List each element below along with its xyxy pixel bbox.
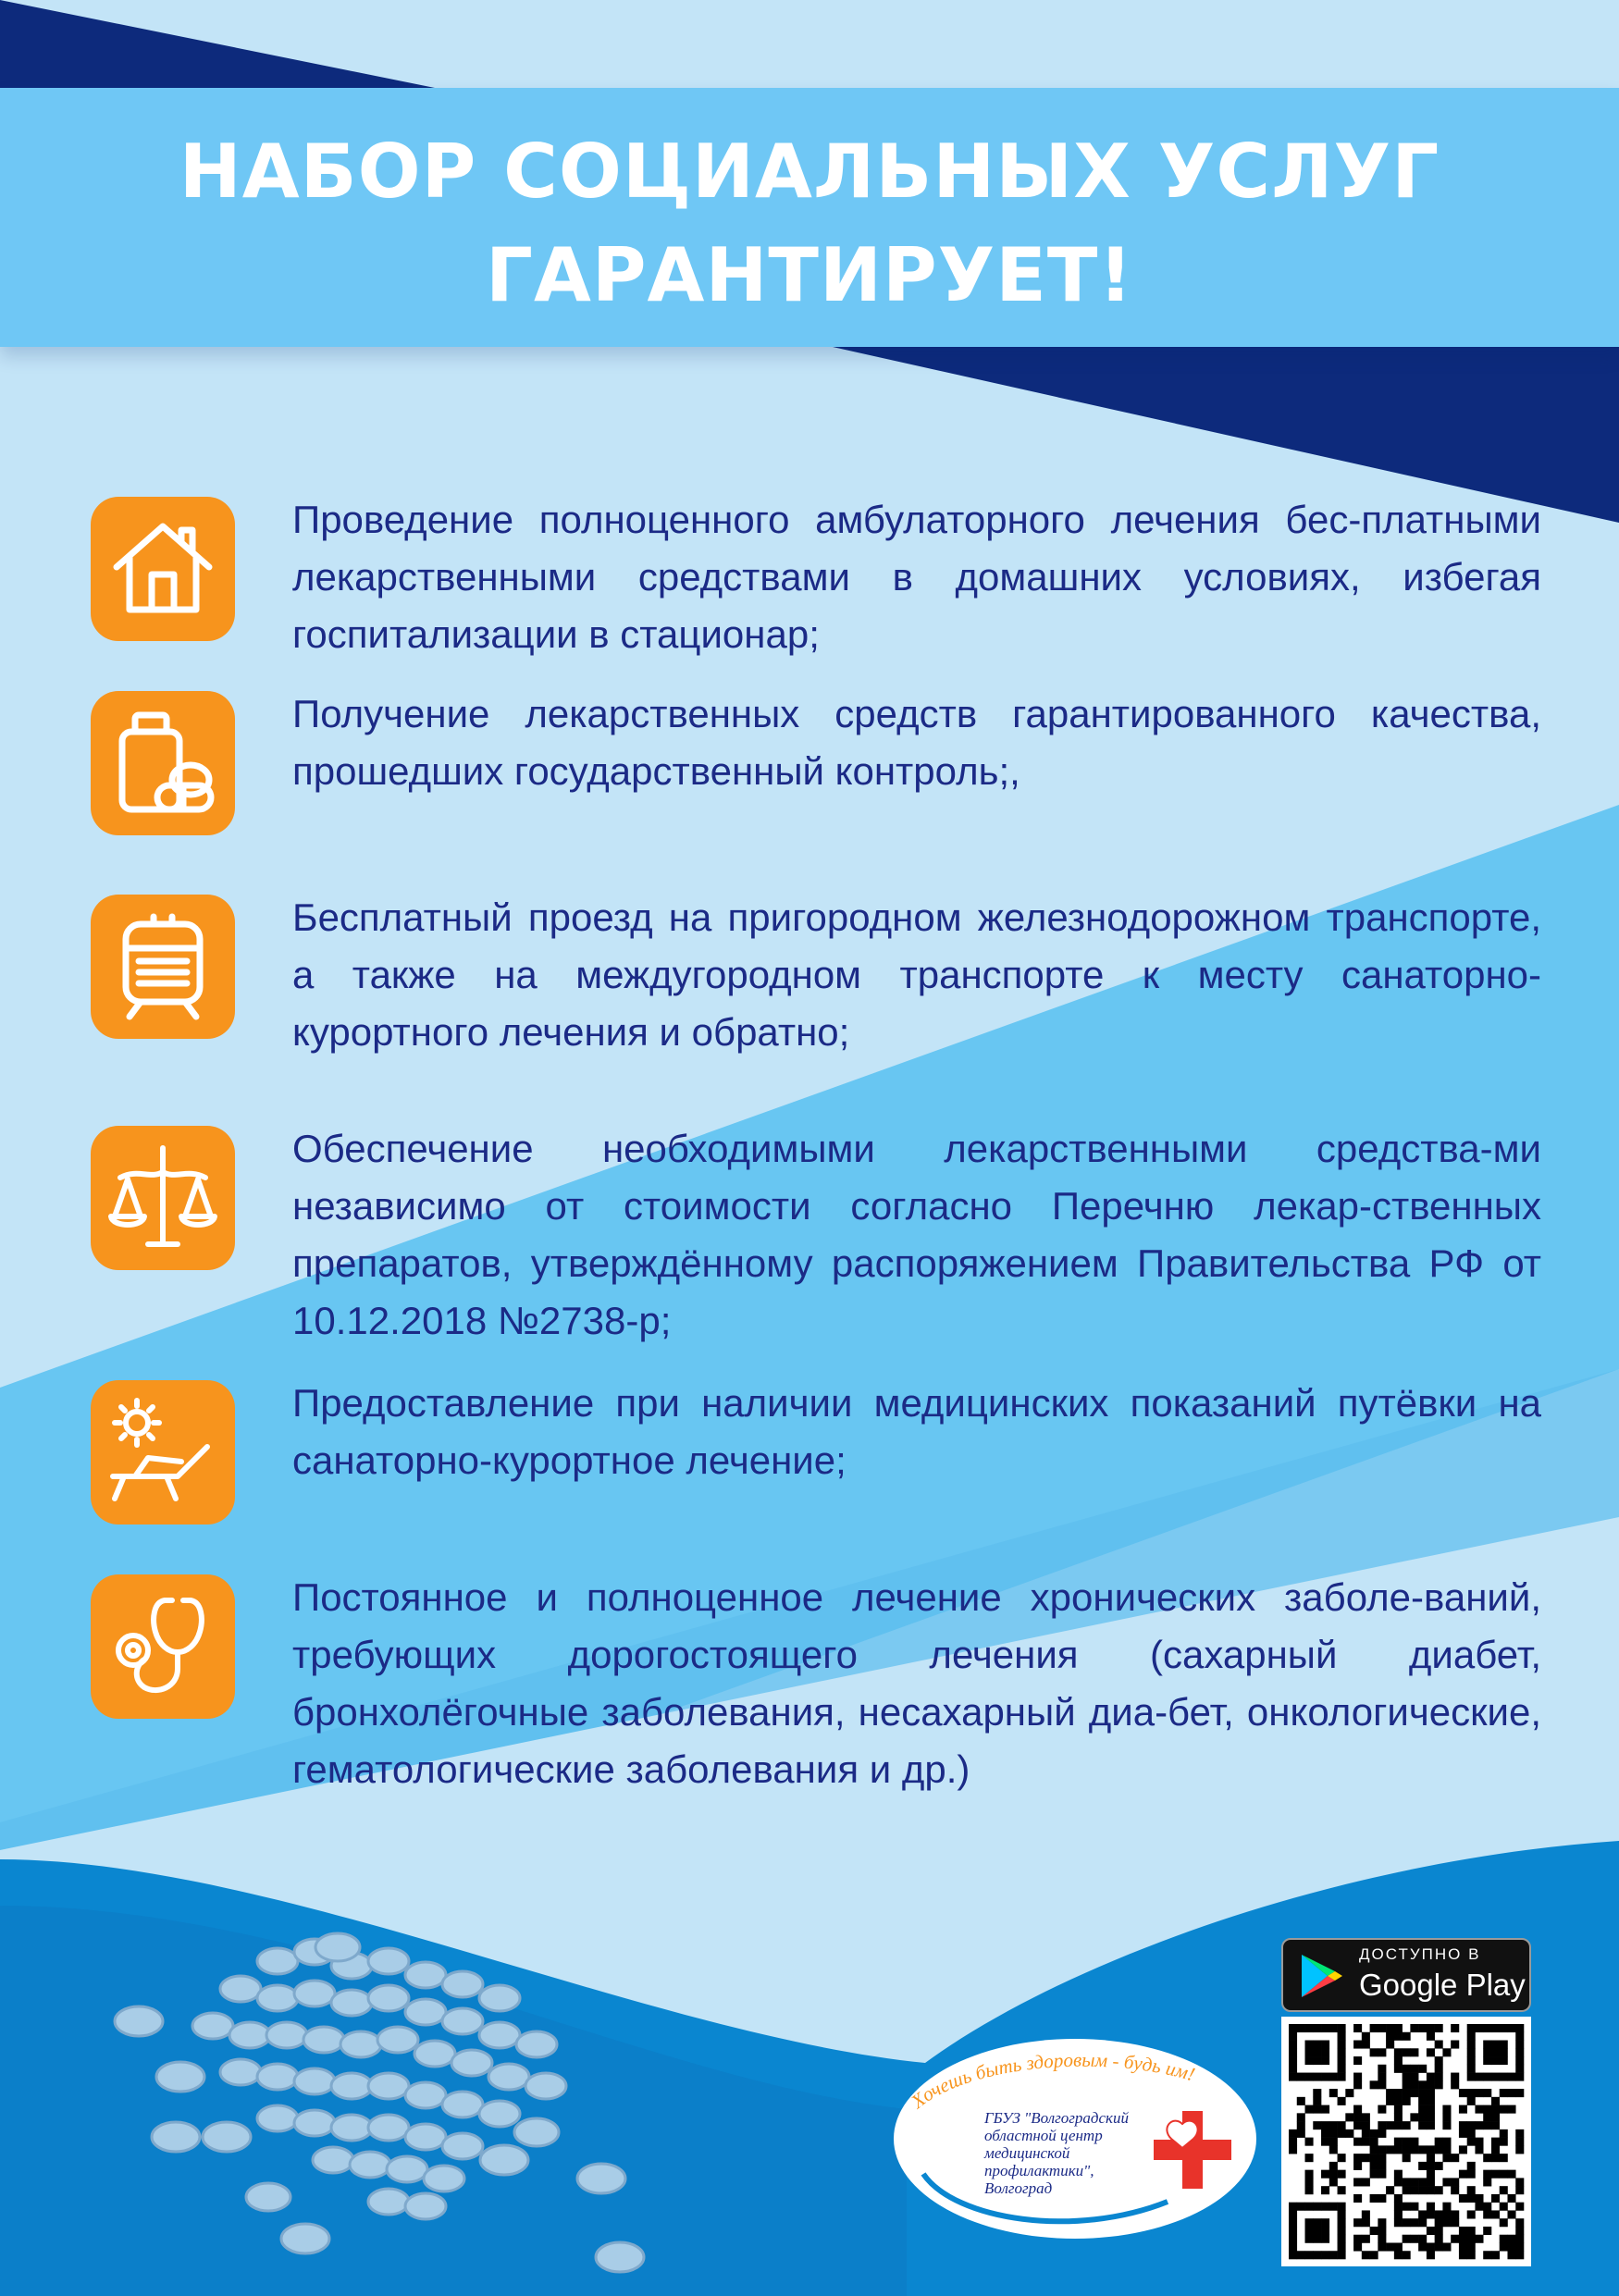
organization-logo (890, 2035, 1260, 2243)
pills-illustration (0, 0, 648, 2296)
benefit-text-6: Постоянное и полноценное лечение хронических заболе-ваний, требующих дорогостоящего лечения (сахарный диабет, бронхолёгочные заболевания, несахарный диа-бет, онкологические, гематологические заболевания и др.) (292, 1575, 1541, 1791)
qr-code (1281, 2017, 1531, 2266)
logo-slogan: Хочешь быть здоровым - будь им! (907, 2048, 1198, 2113)
store-small-label: ДОСТУПНО В (1359, 1945, 1481, 1963)
benefit-text-1: Проведение полноценного амбулаторного лечения бес-платными лекарственными средствами в домашних условиях, избегая госпитализации в стационар; (292, 498, 1541, 656)
qr-code-pattern (1281, 2017, 1531, 2266)
title-line-1: НАБОР СОЦИАЛЬНЫХ УСЛУГ (179, 129, 1440, 215)
benefit-text-3: Бесплатный проезд на пригородном железнодорожном транспорте, а также на междугородном транспорте к месту санаторно-курортного лечения и обратно; (292, 895, 1541, 1054)
benefit-text-2: Получение лекарственных средств гарантированного качества, прошедших государственный контроль;, (292, 692, 1541, 793)
store-big-label: Google Play (1359, 1968, 1526, 2002)
title-line-2: ГАРАНТИРУЕТ! (486, 232, 1133, 318)
google-play-icon (1296, 1951, 1346, 2001)
google-play-badge[interactable] (1281, 1938, 1531, 2012)
benefit-text-5: Предоставление при наличии медицинских показаний путёвки на санаторно-курортное лечение; (292, 1381, 1541, 1482)
logo-org-name: ГБУЗ "Волгоградский областной центр медицинской профилактики", Волгоград (984, 2109, 1129, 2197)
benefit-text-4: Обеспечение необходимыми лекарственными средства-ми независимо от стоимости согласно Перечню лекар-ственных препаратов, утверждённому распоряжением Правительства РФ от 10.12.2018 №2738-р; (292, 1127, 1541, 1342)
